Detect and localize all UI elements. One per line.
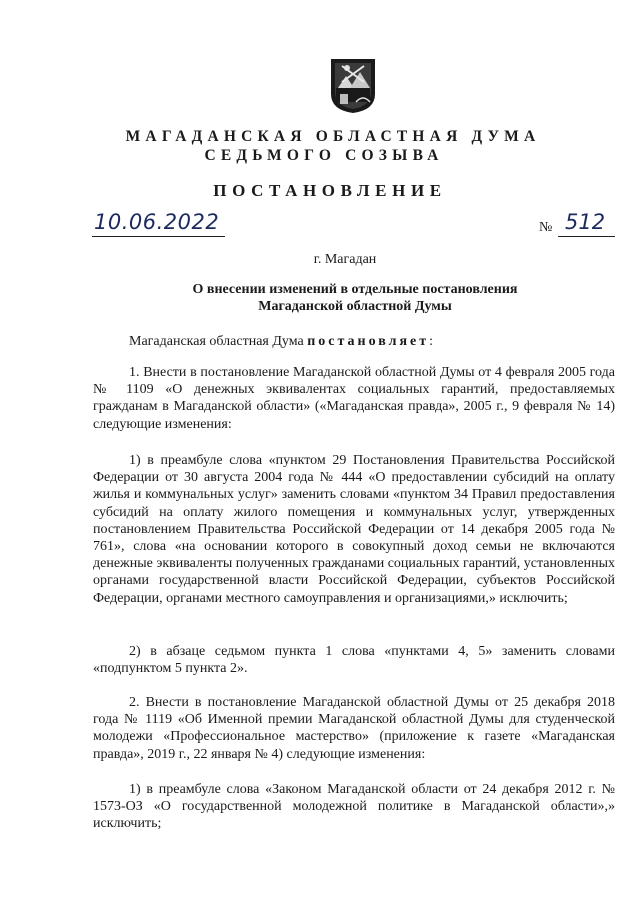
org-name: МАГАДАНСКАЯ ОБЛАСТНАЯ ДУМА	[125, 128, 541, 145]
document-number: 512	[565, 210, 606, 234]
paragraph-1-1-text: 1) в преамбуле слова «пунктом 29 Постановления Правительства Российской Федерации от 30 августа 2004 года № 444 «О предоставлении субсидий на оплату жилья и коммунальных услуг» заменить словами «пунктом 34 Правил предоставления субсидий на оплату жилого помещения и коммунальных услуг, утвержденных постановлением Правительства Российской Федерации от 14 декабря 2005 года № 761», слова «на основании которого в совокупный доход семьи не включаются денежные эквиваленты полученных гражданами социальных гарантий, установленных органами государственной власти Российской Федерации, субъектов Российской Федерации, органами местного самоуправления и организациями,» исключить;	[93, 453, 615, 606]
city: г. Магадан	[313, 252, 377, 267]
subject-line-2: Магаданской областной Думы	[258, 299, 452, 314]
date-underline	[92, 236, 225, 237]
document-date: 10.06.2022	[94, 210, 220, 234]
intro-paragraph	[93, 333, 615, 350]
convocation: СЕДЬМОГО СОЗЫВА	[204, 147, 444, 164]
paragraph-2	[93, 694, 615, 763]
paragraph-2-1-text: 1) в преамбуле слова «Законом Магаданской области от 24 декабря 2012 г. № 1573-ОЗ «О государственной молодежной политике в Магаданской области»,» исключить;	[93, 782, 615, 832]
subject-line-1: О внесении изменений в отдельные постановления	[192, 282, 518, 297]
paragraph-1-1	[93, 452, 615, 607]
paragraph-2-1	[93, 781, 615, 833]
paragraph-2-text: 2. Внести в постановление Магаданской областной Думы от 25 декабря 2018 года № 1119 «Об Именной премии Магаданской областной Думы для студенческой молодежи «Профессиональное мастерство» (приложение к газете «Магаданская правда», 2019 г., 22 января № 4) следующие изменения:	[93, 695, 615, 762]
coat-of-arms-icon	[330, 58, 376, 114]
intro-prefix: Магаданская областная Дума	[129, 334, 308, 349]
document-type: ПОСТАНОВЛЕНИЕ	[213, 181, 447, 200]
intro-suffix: :	[429, 334, 434, 349]
paragraph-1-text: 1. Внести в постановление Магаданской областной Думы от 4 февраля 2005 года № 1109 «О денежных эквивалентах социальных гарантий, предоставляемых гражданам в Магаданской области» («Магаданская правда», 2005 г., 9 февраля № 14) следующие изменения:	[93, 365, 615, 432]
paragraph-1-2-text: 2) в абзаце седьмом пункта 1 слова «пунктами 4, 5» заменить словами «подпунктом 5 пункта 2».	[93, 644, 615, 677]
paragraph-1	[93, 364, 615, 433]
number-sign: №	[539, 220, 553, 235]
number-underline	[558, 236, 615, 237]
document-subject	[0, 281, 640, 315]
intro-decree-word: постановляет	[307, 334, 430, 349]
paragraph-1-2	[93, 643, 615, 677]
